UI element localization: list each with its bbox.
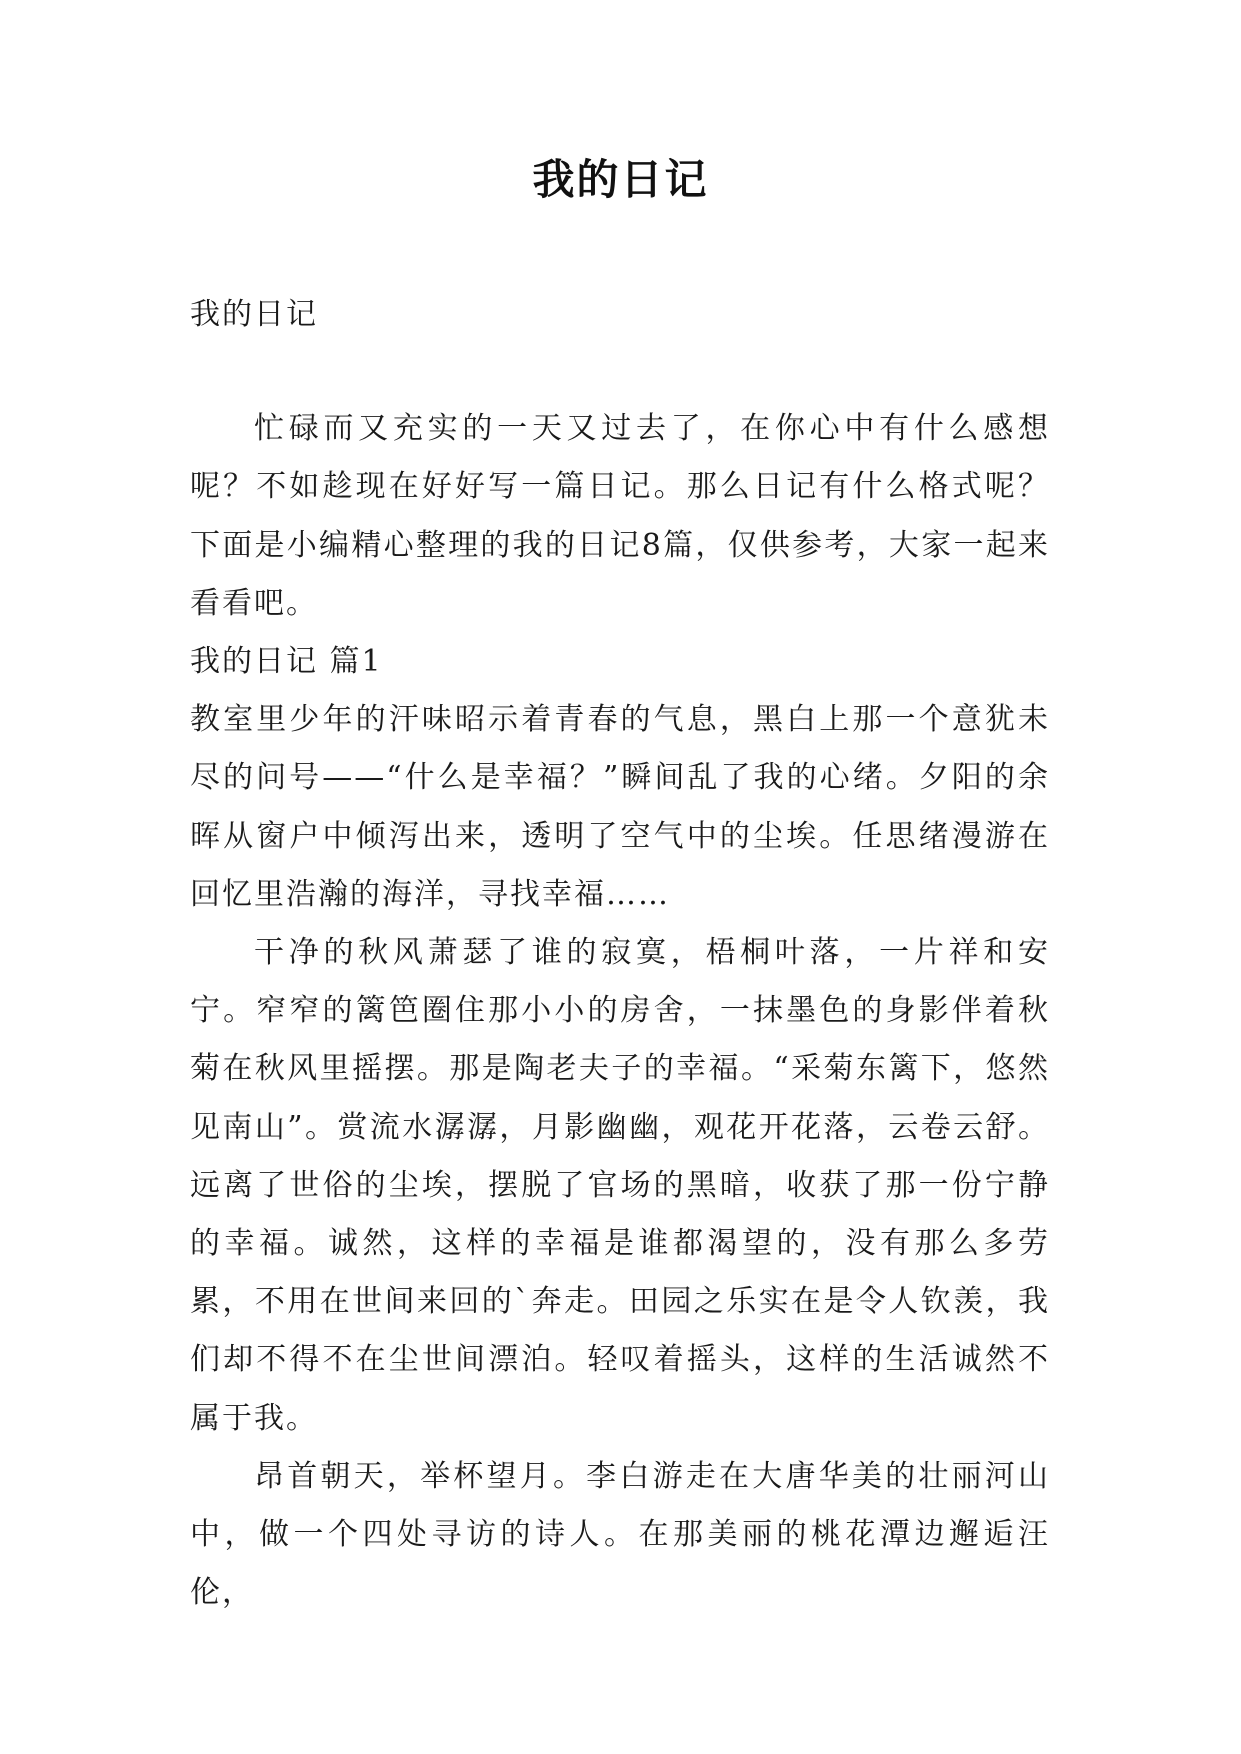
intro-paragraph: 忙碌而又充实的一天又过去了，在你心中有什么感想呢？不如趁现在好好写一篇日记。那么日记有什么格式呢？下面是小编精心整理的我的日记8篇，仅供参考，大家一起来看看吧。 (190, 411, 1050, 621)
document-title: 我的日记 (532, 155, 709, 204)
document-body (190, 286, 1050, 1622)
body-paragraph: 干净的秋风萧瑟了谁的寂寞，梧桐叶落，一片祥和安宁。窄窄的篱笆圈住那小小的房舍，一抹墨色的身影伴着秋菊在秋风里摇摆。那是陶老夫子的幸福。“采菊东篱下，悠然见南山”。赏流水潺潺，月影幽幽，观花开花落，云卷云舒。远离了世俗的尘埃，摆脱了官场的黑暗，收获了那一份宁静的幸福。诚然，这样的幸福是谁都渴望的，没有那么多劳累，不用在世间来回的`奔走。田园之乐实在是令人钦羡，我们却不得不在尘世间漂泊。轻叹着摇头，这样的生活诚然不属于我。 (190, 935, 1050, 1436)
body-paragraph: 教室里少年的汗味昭示着青春的气息，黑白上那一个意犹未尽的问号——“什么是幸福？”瞬间乱了我的心绪。夕阳的余晖从窗户中倾泻出来，透明了空气中的尘埃。任思绪漫游在回忆里浩瀚的海洋，寻找幸福…… (190, 702, 1050, 912)
subtitle-paragraph: 我的日记 (190, 297, 318, 332)
body-paragraph: 昂首朝天，举杯望月。李白游走在大唐华美的壮丽河山中，做一个四处寻访的诗人。在那美丽的桃花潭边邂逅汪伦， (190, 1458, 1050, 1611)
section-heading: 我的日记 篇1 (190, 644, 383, 680)
